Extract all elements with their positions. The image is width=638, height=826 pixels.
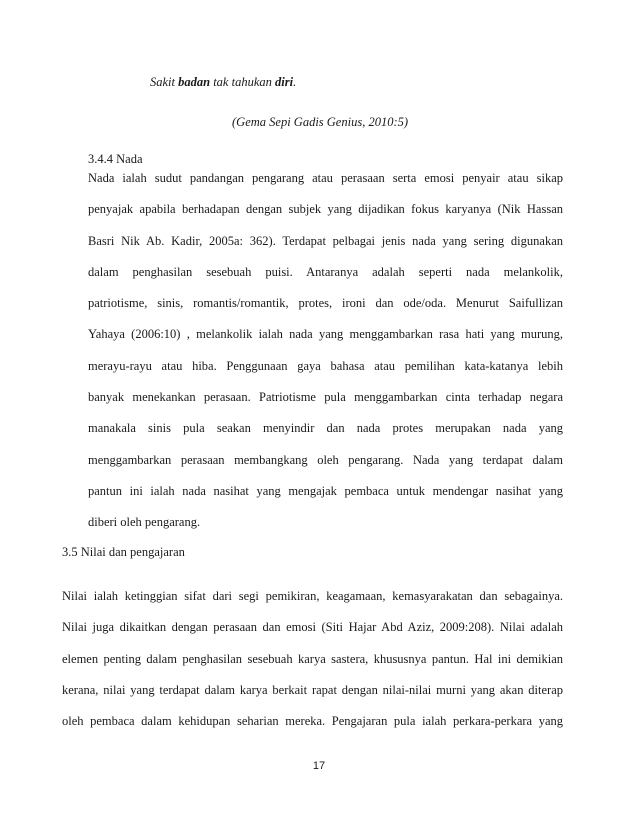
paragraph-line: pantun ini ialah nada nasihat yang mengajak pembaca untuk mendengar nasihat yang	[88, 483, 563, 498]
paragraph-line: banyak menekankan perasaan. Patriotisme pula menggambarkan cinta terhadap negara	[88, 390, 563, 405]
paragraph-nada	[88, 163, 563, 539]
paragraph-line: merayu-rayu atau hiba. Penggunaan gaya bahasa atau pemilihan kata-katanya lebih	[88, 358, 563, 373]
quoted-verse-line	[150, 75, 296, 90]
paragraph-line: diberi oleh pengarang.	[88, 515, 201, 530]
paragraph-line: manakala sinis pula seakan menyindir dan nada protes merupakan nada yang	[88, 421, 563, 436]
section-heading-nilai: 3.5 Nilai dan pengajaran	[62, 545, 185, 559]
paragraph-line: dalam penghasilan sesebuah puisi. Antaranya adalah seperti nada melankolik,	[88, 264, 563, 279]
paragraph-nilai	[62, 581, 563, 737]
paragraph-line: Basri Nik Ab. Kadir, 2005a: 362). Terdapat pelbagai jenis nada yang sering digunakan	[88, 233, 563, 248]
paragraph-line: Nilai juga dikaitkan dengan perasaan dan emosi (Siti Hajar Abd Aziz, 2009:208). Nilai adalah	[62, 620, 563, 635]
paragraph-line: menggambarkan perasaan membangkang oleh pengarang. Nada yang terdapat dalam	[88, 452, 563, 467]
verse-text-2: tak tahukan	[210, 75, 275, 89]
paragraph-line: kerana, nilai yang terdapat dalam karya berkait rapat dengan nilai-nilai murni yang akan diterap	[62, 682, 563, 697]
verse-bold-2: diri	[275, 75, 294, 89]
paragraph-line: Yahaya (2006:10) , melankolik ialah nada yang menggambarkan rasa hati yang murung,	[88, 327, 563, 342]
page-number: 17	[312, 760, 326, 772]
paragraph-line: Nilai ialah ketinggian sifat dari segi pemikiran, keagamaan, kemasyarakatan dan sebagainya.	[62, 589, 563, 603]
paragraph-line: oleh pembaca dalam kehidupan seharian mereka. Pengajaran pula ialah perkara-perkara yang	[62, 714, 563, 729]
verse-citation: (Gema Sepi Gadis Genius, 2010:5)	[232, 115, 409, 129]
verse-bold-1: badan	[178, 75, 211, 89]
paragraph-line: Nada ialah sudut pandangan pengarang atau perasaan serta emosi penyair atau sikap	[88, 171, 563, 185]
paragraph-line: elemen penting dalam penghasilan sesebuah karya sastera, khususnya pantun. Hal ini demikian	[62, 651, 563, 666]
section-heading-nada: 3.4.4 Nada	[88, 152, 143, 166]
paragraph-line: patriotisme, sinis, romantis/romantik, protes, ironi dan ode/oda. Menurut Saifullizan	[88, 296, 563, 311]
verse-text-1: Sakit	[150, 75, 179, 89]
paragraph-line: penyajak apabila berhadapan dengan subjek yang dijadikan fokus karyanya (Nik Hassan	[88, 202, 563, 217]
verse-text-3: .	[293, 75, 297, 89]
